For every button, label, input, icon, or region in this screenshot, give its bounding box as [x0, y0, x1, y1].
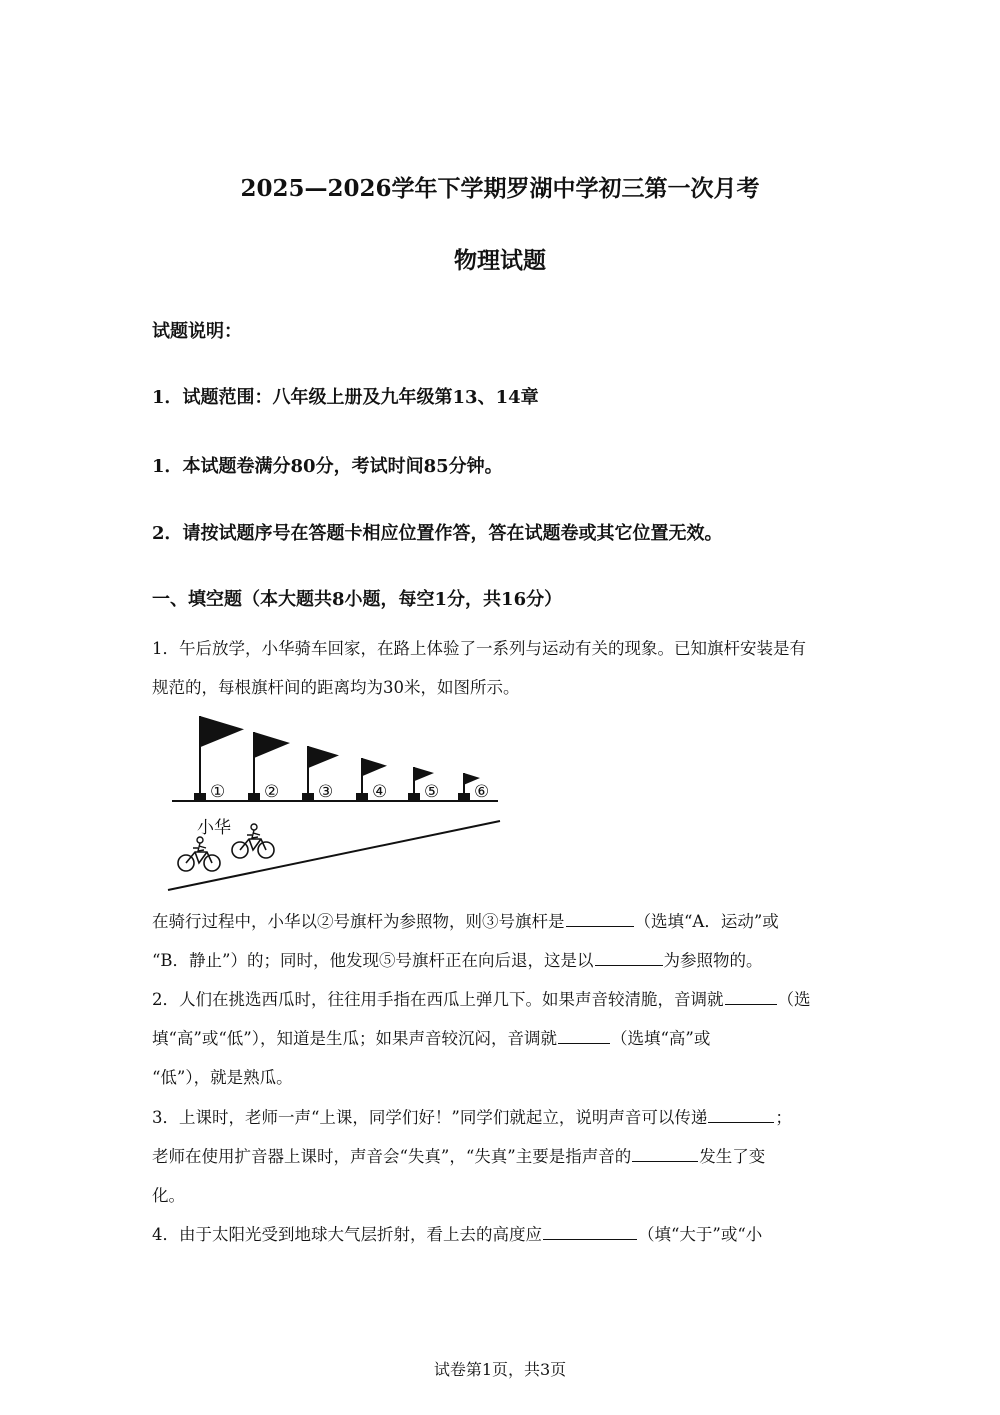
bicycle-icon — [178, 837, 220, 871]
question-1-text: “B．静止”）的；同时，他发现⑤号旗杆正在向后退，这是以 — [152, 951, 594, 970]
question-4-line — [152, 1215, 852, 1254]
answer-blank[interactable] — [632, 1145, 698, 1163]
flagpole-label: ⑤ — [424, 782, 440, 802]
flagpole-6 — [458, 773, 489, 802]
question-3 — [152, 1098, 852, 1215]
answer-blank[interactable] — [558, 1027, 610, 1045]
question-3-line — [152, 1137, 852, 1176]
question-2-text: （选填“高”或 — [611, 1029, 711, 1048]
exam-title: 2025—2026学年下学期罗湖中学初三第一次月考 — [240, 175, 760, 202]
question-1-intro-line: 1．午后放学，小华骑车回家，在路上体验了一系列与运动有关的现象。已知旗杆安装是有 — [152, 639, 806, 658]
question-1-line — [152, 941, 852, 980]
instruction-item-scope: 1．试题范围：八年级上册及九年级第13、14章 — [152, 387, 539, 408]
flagpole-base — [194, 793, 206, 801]
flagpole-base — [248, 793, 260, 801]
flag-icon — [308, 746, 339, 768]
question-2-line — [152, 980, 852, 1019]
flagpole-base — [458, 793, 470, 801]
question-1-intro-line: 规范的，每根旗杆间的距离均为30米，如图所示。 — [152, 678, 520, 697]
flagpole-label: ③ — [318, 782, 334, 802]
flagpole-figure — [160, 710, 510, 900]
answer-blank[interactable] — [595, 949, 663, 967]
flagpole-3 — [302, 746, 339, 802]
question-3-text: 3．上课时，老师一声“上课，同学们好！”同学们就起立，说明声音可以传递 — [152, 1108, 708, 1127]
question-3-text: ； — [775, 1108, 792, 1127]
flagpole-base — [356, 793, 368, 801]
exam-subject-title: 物理试题 — [454, 247, 546, 274]
instruction-item-answer-sheet: 2．请按试题序号在答题卡相应位置作答，答在试题卷或其它位置无效。 — [152, 523, 723, 544]
question-1-text: 在骑行过程中，小华以②号旗杆为参照物，则③号旗杆是 — [152, 912, 565, 931]
instruction-item-score-time: 1．本试题卷满分80分，考试时间85分钟。 — [152, 456, 503, 477]
question-1-line — [152, 902, 852, 941]
question-3-line: 化。 — [152, 1186, 185, 1205]
question-4-text: 4．由于太阳光受到地球大气层折射，看上去的高度应 — [152, 1225, 542, 1244]
question-3-text: 发生了变 — [699, 1147, 766, 1166]
question-1-text: （选填“A．运动”或 — [634, 912, 779, 931]
flagpole-1 — [194, 716, 244, 802]
flagpole-base — [408, 793, 420, 801]
flagpole-label: ④ — [372, 782, 388, 802]
question-3-line — [152, 1098, 852, 1137]
flag-icon — [362, 758, 387, 776]
flag-icon — [254, 732, 290, 758]
flagpole-5 — [408, 767, 439, 802]
flag-icon — [200, 716, 244, 747]
question-2-text: 2．人们在挑选西瓜时，往往用手指在西瓜上弹几下。如果声音较清脆，音调就 — [152, 990, 724, 1009]
question-2 — [152, 980, 852, 1097]
flagpole-2 — [248, 732, 290, 802]
flagpole-label: ① — [210, 782, 226, 802]
question-4 — [152, 1215, 852, 1254]
question-3-text: 老师在使用扩音器上课时，声音会“失真”，“失真”主要是指声音的 — [152, 1147, 632, 1166]
flagpole-label: ② — [264, 782, 280, 802]
answer-blank[interactable] — [725, 988, 777, 1006]
page-footer: 试卷第1页，共3页 — [433, 1360, 567, 1379]
flagpole-4 — [356, 758, 387, 802]
question-2-line — [152, 1019, 852, 1058]
question-2-text: （选 — [777, 990, 811, 1009]
question-1-body — [152, 902, 852, 980]
question-2-text: 填“高”或“低”），知道是生瓜；如果声音较沉闷，音调就 — [152, 1029, 557, 1048]
flagpole-base — [302, 793, 314, 801]
bicycle-icon — [232, 824, 274, 858]
flagpole-label: ⑥ — [474, 782, 490, 802]
question-1-intro — [152, 629, 852, 707]
question-1-text: 为参照物的。 — [663, 951, 763, 970]
answer-blank[interactable] — [566, 910, 634, 928]
question-4-text: （填“大于”或“小 — [638, 1225, 763, 1244]
instructions-heading: 试题说明： — [152, 321, 242, 342]
answer-blank[interactable] — [543, 1223, 637, 1241]
rider-label: 小华 — [197, 818, 231, 838]
flag-icon — [414, 767, 434, 781]
section-heading-fill-blank: 一、填空题（本大题共8小题，每空1分，共16分） — [152, 589, 563, 610]
question-2-line: “低”），就是熟瓜。 — [152, 1068, 293, 1087]
answer-blank[interactable] — [708, 1106, 774, 1124]
